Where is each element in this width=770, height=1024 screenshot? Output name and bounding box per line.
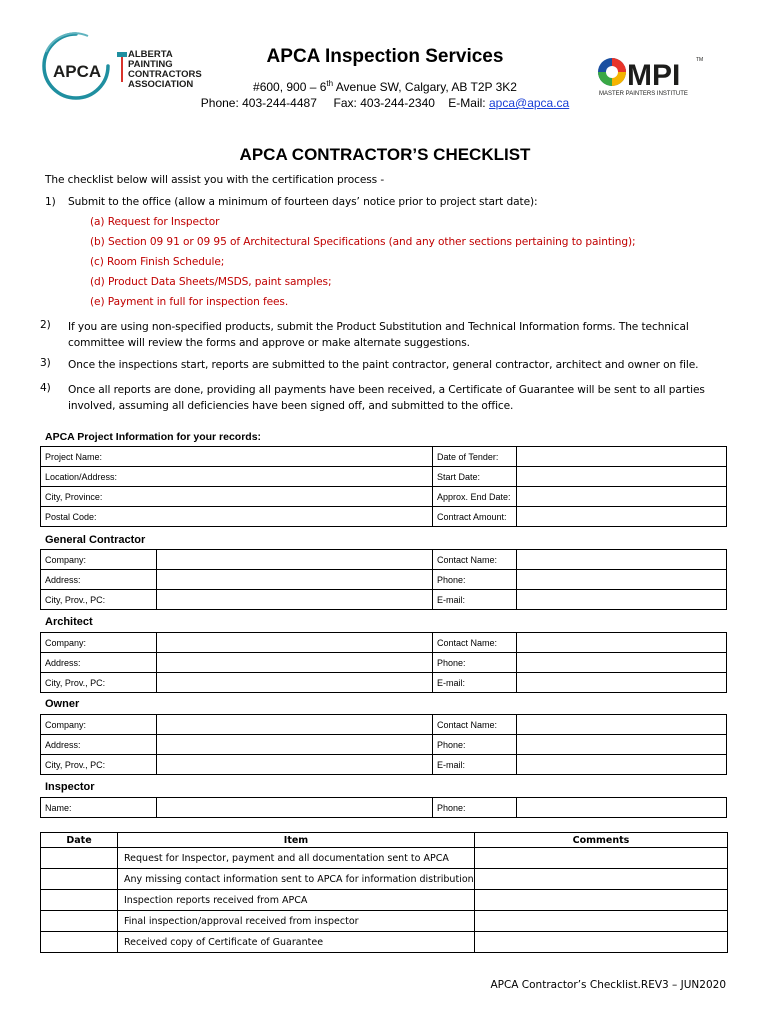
- owner-email-input[interactable]: [517, 755, 727, 775]
- architect-phone-input[interactable]: [517, 653, 727, 673]
- owner-address-input[interactable]: [157, 735, 433, 755]
- mpi-logo: [596, 52, 708, 98]
- architect-city-input[interactable]: [157, 673, 433, 693]
- footer-revision: APCA Contractor’s Checklist.REV3 – JUN2020: [490, 979, 726, 991]
- field-label: Phone:: [433, 735, 517, 755]
- comments-cell[interactable]: [475, 911, 728, 932]
- field-label: Date of Tender:: [433, 447, 517, 467]
- table-row: [41, 673, 727, 693]
- field-label: Company:: [41, 633, 157, 653]
- field-label: Location/Address:: [41, 467, 157, 487]
- document-title: APCA CONTRACTOR’S CHECKLIST: [239, 145, 531, 164]
- architect-table: [40, 632, 727, 693]
- start-date-input[interactable]: [517, 467, 727, 487]
- table-row: [41, 735, 727, 755]
- architect-email-input[interactable]: [517, 673, 727, 693]
- table-header-row: [41, 833, 728, 848]
- comments-cell[interactable]: [475, 848, 728, 869]
- gc-contact-name-input[interactable]: [517, 550, 727, 570]
- owner-company-input[interactable]: [157, 715, 433, 735]
- table-row: [41, 755, 727, 775]
- intro-text: The checklist below will assist you with the certification process -: [45, 174, 385, 186]
- email-label: E-Mail:: [448, 96, 486, 110]
- architect-heading: Architect: [45, 616, 93, 628]
- field-label: Contract Amount:: [433, 507, 517, 527]
- comments-cell[interactable]: [475, 890, 728, 911]
- step-4-text: Once all reports are done, providing all payments have been received, a Certificate of Guarantee will be sent to all parties involved, assuming all deficiencies have been signed off, and submitted to the office.: [68, 384, 705, 412]
- item-column-header: Item: [118, 833, 475, 848]
- field-label: E-mail:: [433, 673, 517, 693]
- comments-cell[interactable]: [475, 869, 728, 890]
- field-label: Project Name:: [41, 447, 157, 467]
- field-label: City, Prov., PC:: [41, 590, 157, 610]
- date-of-tender-input[interactable]: [517, 447, 727, 467]
- table-row: [41, 633, 727, 653]
- field-label: Contact Name:: [433, 633, 517, 653]
- table-row: [41, 447, 727, 467]
- item-cell: Received copy of Certificate of Guarantee: [118, 932, 475, 953]
- apca-logo-line-4: ASSOCIATION: [128, 79, 194, 90]
- field-label: E-mail:: [433, 590, 517, 610]
- date-cell[interactable]: [41, 890, 118, 911]
- apca-logo-line-3: CONTRACTORS: [128, 69, 202, 80]
- field-label: Contact Name:: [433, 715, 517, 735]
- field-label: Company:: [41, 715, 157, 735]
- email-link[interactable]: apca@apca.ca: [488, 96, 570, 110]
- field-label: Contact Name:: [433, 550, 517, 570]
- date-column-header: Date: [41, 833, 118, 848]
- architect-company-input[interactable]: [157, 633, 433, 653]
- field-label: City, Prov., PC:: [41, 673, 157, 693]
- gc-city-input[interactable]: [157, 590, 433, 610]
- table-row: [41, 798, 727, 818]
- field-label: Postal Code:: [41, 507, 157, 527]
- item-cell: Inspection reports received from APCA: [118, 890, 475, 911]
- architect-contact-name-input[interactable]: [517, 633, 727, 653]
- owner-phone-input[interactable]: [517, 735, 727, 755]
- table-row: [41, 848, 728, 869]
- gc-email-input[interactable]: [517, 590, 727, 610]
- inspector-heading: Inspector: [45, 781, 95, 793]
- table-row: [41, 550, 727, 570]
- general-contractor-table: [40, 549, 727, 610]
- substep-b: (b) Section 09 91 or 09 95 of Architectural Specifications (and any other sections pertaining to painting);: [90, 236, 636, 248]
- general-contractor-heading: General Contractor: [45, 534, 146, 546]
- field-label: Start Date:: [433, 467, 517, 487]
- step-2-text: If you are using non-specified products, submit the Product Substitution and Technical Information forms. The technical committee will review the forms and approve or make alternate suggestions.: [68, 321, 689, 349]
- table-row: [41, 932, 728, 953]
- date-cell[interactable]: [41, 848, 118, 869]
- step-4-num: 4): [40, 382, 51, 394]
- contract-amount-input[interactable]: [517, 507, 727, 527]
- apca-logo-mark: APCA: [53, 62, 102, 81]
- project-info-table: [40, 446, 727, 527]
- table-row: [41, 890, 728, 911]
- step-3-text: Once the inspections start, reports are submitted to the paint contractor, general contractor, architect and owner on file.: [68, 359, 699, 371]
- comments-cell[interactable]: [475, 932, 728, 953]
- field-label: Company:: [41, 550, 157, 570]
- table-row: [41, 507, 727, 527]
- gc-phone-input[interactable]: [517, 570, 727, 590]
- mpi-logo-mark: MPI: [627, 59, 681, 92]
- address-sup: th: [326, 79, 334, 88]
- table-row: [41, 653, 727, 673]
- location-address-input[interactable]: [157, 467, 433, 487]
- item-cell: Request for Inspector, payment and all documentation sent to APCA: [118, 848, 475, 869]
- address-prefix: #600, 900 – 6: [253, 80, 327, 94]
- step-2-num: 2): [40, 319, 51, 331]
- item-cell: Final inspection/approval received from inspector: [118, 911, 475, 932]
- mpi-caption: MASTER PAINTERS INSTITUTE: [599, 91, 688, 97]
- checklist-table: [40, 832, 728, 953]
- owner-heading: Owner: [45, 698, 80, 710]
- field-label: Address:: [41, 735, 157, 755]
- table-row: [41, 570, 727, 590]
- substep-d: (d) Product Data Sheets/MSDS, paint samples;: [90, 276, 332, 288]
- table-row: [41, 590, 727, 610]
- field-label: Phone:: [433, 798, 517, 818]
- field-label: Phone:: [433, 570, 517, 590]
- approx-end-date-input[interactable]: [517, 487, 727, 507]
- org-phone: Phone: 403-244-4487: [200, 96, 317, 110]
- org-contact: [0, 96, 770, 110]
- field-label: City, Province:: [41, 487, 157, 507]
- step-1-num: 1): [45, 196, 56, 208]
- owner-table: [40, 714, 727, 775]
- step-1-text: Submit to the office (allow a minimum of fourteen days’ notice prior to project start date):: [68, 196, 538, 208]
- substep-e: (e) Payment in full for inspection fees.: [90, 296, 289, 308]
- owner-contact-name-input[interactable]: [517, 715, 727, 735]
- date-cell[interactable]: [41, 911, 118, 932]
- field-label: City, Prov., PC:: [41, 755, 157, 775]
- architect-address-input[interactable]: [157, 653, 433, 673]
- table-row: [41, 869, 728, 890]
- field-label: Name:: [41, 798, 157, 818]
- postal-code-input[interactable]: [157, 507, 433, 527]
- field-label: Address:: [41, 653, 157, 673]
- substep-c: (c) Room Finish Schedule;: [90, 256, 225, 268]
- inspector-table: [40, 797, 727, 818]
- step-3-num: 3): [40, 357, 51, 369]
- gc-company-input[interactable]: [157, 550, 433, 570]
- substep-a: (a) Request for Inspector: [90, 216, 220, 228]
- date-cell[interactable]: [41, 869, 118, 890]
- field-label: Phone:: [433, 653, 517, 673]
- field-label: Approx. End Date:: [433, 487, 517, 507]
- inspector-phone-input[interactable]: [517, 798, 727, 818]
- table-row: [41, 487, 727, 507]
- mpi-tm: TM: [696, 57, 704, 63]
- org-title: APCA Inspection Services: [266, 46, 504, 67]
- owner-city-input[interactable]: [157, 755, 433, 775]
- field-label: E-mail:: [433, 755, 517, 775]
- city-province-input[interactable]: [157, 487, 433, 507]
- gc-address-input[interactable]: [157, 570, 433, 590]
- item-cell: Any missing contact information sent to APCA for information distribution: [118, 869, 475, 890]
- org-fax: Fax: 403-244-2340: [333, 96, 435, 110]
- table-row: [41, 911, 728, 932]
- apca-logo-line-1: ALBERTA: [128, 49, 173, 60]
- inspector-name-input[interactable]: [157, 798, 433, 818]
- mpi-logo-graphic: [596, 52, 708, 98]
- comments-column-header: Comments: [475, 833, 728, 848]
- address-suffix: Avenue SW, Calgary, AB T2P 3K2: [333, 80, 517, 94]
- project-info-heading: APCA Project Information for your records:: [45, 431, 262, 443]
- project-name-input[interactable]: [157, 447, 433, 467]
- table-row: [41, 467, 727, 487]
- apca-logo-line-2: PAINTING: [128, 59, 173, 70]
- table-row: [41, 715, 727, 735]
- field-label: Address:: [41, 570, 157, 590]
- date-cell[interactable]: [41, 932, 118, 953]
